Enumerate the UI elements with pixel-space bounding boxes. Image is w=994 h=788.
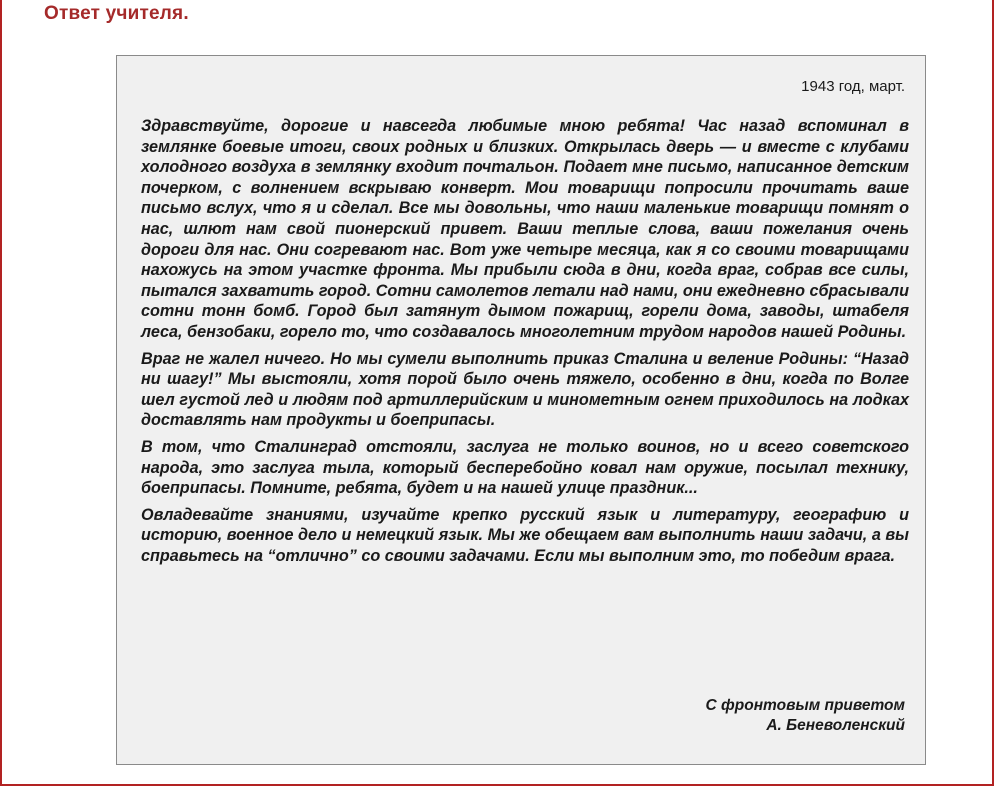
signature-author: А. Беневоленский (766, 717, 905, 734)
letter-body (141, 116, 909, 572)
letter-panel (116, 55, 926, 765)
letter-paragraph: Овладевайте знаниями, изучайте крепко русский язык и литературу, географию и историю, военное дело и немецкий язык. Мы же обещаем вам выполнить наши задачи, а вы справьтесь на “отлично” со своими задачами. Если мы выполним это, то победим врага. (141, 505, 909, 565)
signature-greeting: С фронтовым приветом (705, 697, 905, 714)
letter-date: 1943 год, март. (801, 78, 905, 95)
letter-paragraph: Здравствуйте, дорогие и навсегда любимые мною ребята! Час назад вспоминал в землянке боевые итоги, своих родных и близких. Открылась дверь — и вместе с клубами холодного воздуха в землянку входит почтальон. Подает мне письмо, написанное детским почерком, с волнением вскрываю конверт. Мои товарищи попросили прочитать ваше письмо вслух, что я и сделал. Все мы довольны, что наши маленькие товарищи помнят о нас, шлют нам свой пионерский привет. Ваши теплые слова, ваши пожелания очень дороги для нас. Они согревают нас. Вот уже четыре месяца, как я со своими товарищами нахожусь на этом участке фронта. Мы прибыли сюда в дни, когда враг, собрав все силы, пытался захватить город. Сотни самолетов летали над нами, они ежедневно сбрасывали сотни тонн бомб. Город был затянут дымом пожарищ, горели дома, заводы, штабеля леса, бензобаки, горело то, что создавалось многолетним трудом народов нашей Родины. (141, 117, 909, 341)
letter-paragraph: Враг не жалел ничего. Но мы сумели выполнить приказ Сталина и веление Родины: “Назад ни шагу!” Мы выстояли, хотя порой было очень тяжело, особенно в дни, когда по Волге шел густой лед и людям под артиллерийским и минометным огнем приходилось на лодках доставлять нам продукты и боеприпасы. (141, 349, 909, 430)
letter-signature (706, 696, 905, 736)
letter-paragraph: В том, что Сталинград отстояли, заслуга не только воинов, но и всего советского народа, это заслуга тыла, который бесперебойно ковал нам оружие, посылал технику, боеприпасы. Помните, ребята, будет и на нашей улице праздник... (141, 437, 909, 498)
page-title: Ответ учителя. (44, 3, 189, 24)
